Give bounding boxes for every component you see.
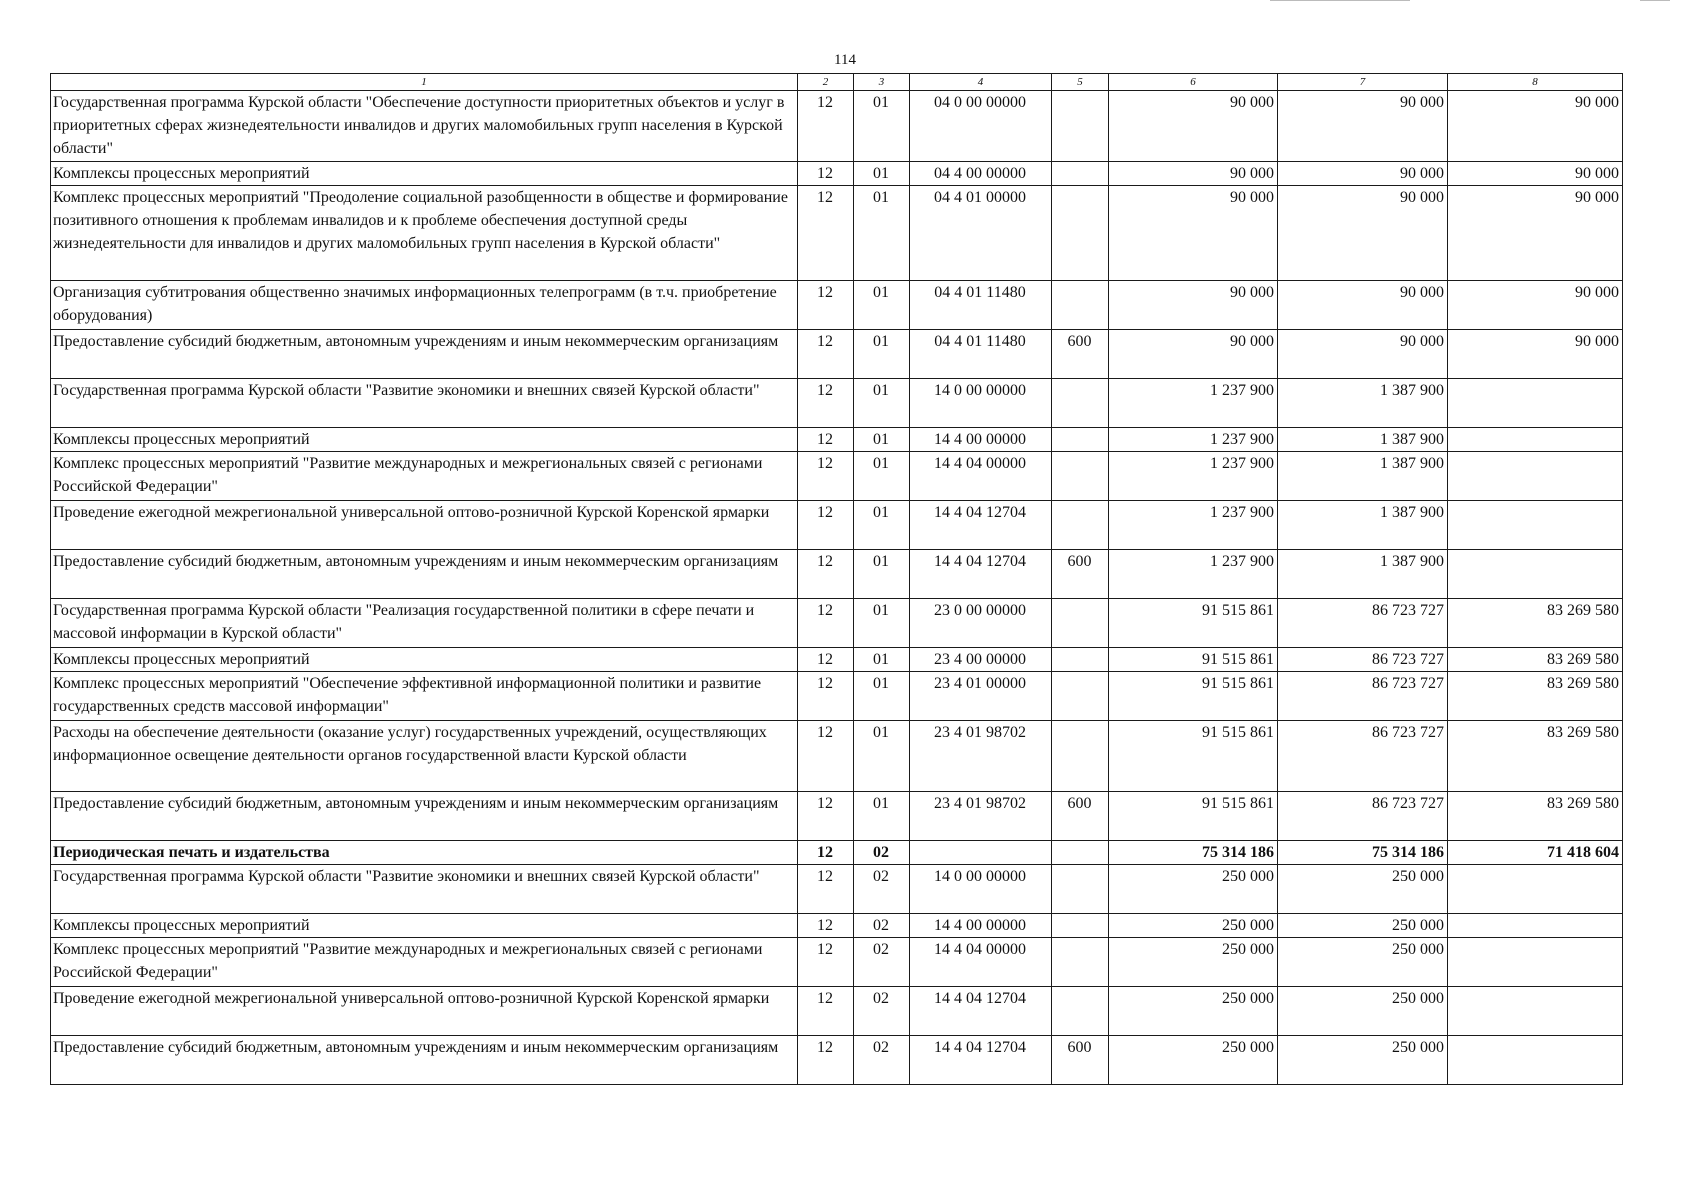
amount-year-2: 90 000: [1278, 281, 1448, 330]
amount-year-3: 83 269 580: [1448, 792, 1623, 841]
row-name: Комплекс процессных мероприятий "Преодоление социальной разобщенности в обществе и формирование позитивного отношения к проблемам инвалидов и к проблеме обеспечения доступной среды жизнедеятельности для инвалидов и других маломобильных групп населения в Курской области": [51, 186, 798, 281]
table-row: [51, 938, 1623, 987]
target-article-code: 14 4 04 12704: [910, 987, 1052, 1036]
subsection-code: 01: [854, 330, 910, 379]
target-article-code: 04 4 00 00000: [910, 162, 1052, 186]
amount-year-1: 1 237 900: [1109, 452, 1278, 501]
expense-type-code: [1052, 162, 1109, 186]
row-name: Комплексы процессных мероприятий: [51, 428, 798, 452]
amount-year-2: 86 723 727: [1278, 648, 1448, 672]
amount-year-2: 1 387 900: [1278, 452, 1448, 501]
table-row: [51, 841, 1623, 865]
expense-type-code: [1052, 987, 1109, 1036]
row-name: Предоставление субсидий бюджетным, автономным учреждениям и иным некоммерческим организациям: [51, 550, 798, 599]
amount-year-1: 1 237 900: [1109, 501, 1278, 550]
section-code: 12: [798, 987, 854, 1036]
amount-year-3: 71 418 604: [1448, 841, 1623, 865]
amount-year-1: 250 000: [1109, 1036, 1278, 1085]
expense-type-code: [1052, 452, 1109, 501]
expense-type-code: [1052, 914, 1109, 938]
subsection-code: 01: [854, 501, 910, 550]
table-row: [51, 452, 1623, 501]
amount-year-2: 250 000: [1278, 1036, 1448, 1085]
table-row: [51, 672, 1623, 721]
row-name: Периодическая печать и издательства: [51, 841, 798, 865]
section-code: 12: [798, 648, 854, 672]
amount-year-3: 90 000: [1448, 186, 1623, 281]
amount-year-2: 90 000: [1278, 330, 1448, 379]
amount-year-2: 1 387 900: [1278, 501, 1448, 550]
section-code: 12: [798, 914, 854, 938]
target-article-code: [910, 841, 1052, 865]
amount-year-3: 83 269 580: [1448, 721, 1623, 792]
section-code: 12: [798, 452, 854, 501]
table-row: [51, 162, 1623, 186]
row-name: Государственная программа Курской области "Обеспечение доступности приоритетных объектов и услуг в приоритетных сферах жизнедеятельности инвалидов и других маломобильных групп населения в Курской области": [51, 91, 798, 162]
target-article-code: 14 0 00 00000: [910, 379, 1052, 428]
amount-year-1: 90 000: [1109, 330, 1278, 379]
expense-type-code: [1052, 186, 1109, 281]
row-name: Проведение ежегодной межрегиональной универсальной оптово-розничной Курской Коренской ярмарки: [51, 501, 798, 550]
table-row: [51, 865, 1623, 914]
subsection-code: 01: [854, 281, 910, 330]
target-article-code: 14 0 00 00000: [910, 865, 1052, 914]
expense-type-code: 600: [1052, 1036, 1109, 1085]
section-code: 12: [798, 91, 854, 162]
row-name: Комплексы процессных мероприятий: [51, 648, 798, 672]
table-body: [51, 91, 1623, 1085]
row-name: Государственная программа Курской области "Развитие экономики и внешних связей Курской области": [51, 865, 798, 914]
row-name: Государственная программа Курской области "Развитие экономики и внешних связей Курской области": [51, 379, 798, 428]
row-name: Комплексы процессных мероприятий: [51, 162, 798, 186]
table-row: [51, 501, 1623, 550]
expense-type-code: [1052, 841, 1109, 865]
target-article-code: 04 4 01 00000: [910, 186, 1052, 281]
section-code: 12: [798, 162, 854, 186]
target-article-code: 23 4 01 98702: [910, 721, 1052, 792]
amount-year-2: 75 314 186: [1278, 841, 1448, 865]
subsection-code: 01: [854, 428, 910, 452]
amount-year-3: 90 000: [1448, 162, 1623, 186]
amount-year-2: 1 387 900: [1278, 550, 1448, 599]
target-article-code: 14 4 04 00000: [910, 938, 1052, 987]
subsection-code: 02: [854, 914, 910, 938]
target-article-code: 23 0 00 00000: [910, 599, 1052, 648]
subsection-code: 02: [854, 1036, 910, 1085]
subsection-code: 01: [854, 452, 910, 501]
amount-year-3: [1448, 1036, 1623, 1085]
table-row: [51, 599, 1623, 648]
budget-table: [50, 73, 1623, 1085]
amount-year-2: 90 000: [1278, 186, 1448, 281]
column-number: 6: [1109, 74, 1278, 91]
subsection-code: 02: [854, 865, 910, 914]
target-article-code: 14 4 04 00000: [910, 452, 1052, 501]
amount-year-2: 1 387 900: [1278, 428, 1448, 452]
amount-year-1: 91 515 861: [1109, 792, 1278, 841]
table-row: [51, 914, 1623, 938]
section-code: 12: [798, 281, 854, 330]
expense-type-code: [1052, 91, 1109, 162]
subsection-code: 01: [854, 672, 910, 721]
table-row: [51, 792, 1623, 841]
section-code: 12: [798, 792, 854, 841]
table-row: [51, 550, 1623, 599]
column-number: 2: [798, 74, 854, 91]
subsection-code: 01: [854, 721, 910, 792]
target-article-code: 14 4 04 12704: [910, 550, 1052, 599]
subsection-code: 01: [854, 162, 910, 186]
expense-type-code: 600: [1052, 550, 1109, 599]
table-row: [51, 721, 1623, 792]
amount-year-3: 83 269 580: [1448, 648, 1623, 672]
table-row: [51, 91, 1623, 162]
expense-type-code: [1052, 721, 1109, 792]
subsection-code: 02: [854, 841, 910, 865]
section-code: 12: [798, 938, 854, 987]
amount-year-2: 1 387 900: [1278, 379, 1448, 428]
table-row: [51, 379, 1623, 428]
amount-year-1: 91 515 861: [1109, 648, 1278, 672]
section-code: 12: [798, 379, 854, 428]
amount-year-1: 90 000: [1109, 162, 1278, 186]
amount-year-1: 75 314 186: [1109, 841, 1278, 865]
subsection-code: 01: [854, 186, 910, 281]
amount-year-1: 250 000: [1109, 914, 1278, 938]
amount-year-3: [1448, 428, 1623, 452]
amount-year-3: 90 000: [1448, 330, 1623, 379]
section-code: 12: [798, 550, 854, 599]
column-number: 5: [1052, 74, 1109, 91]
row-name: Предоставление субсидий бюджетным, автономным учреждениям и иным некоммерческим организациям: [51, 1036, 798, 1085]
subsection-code: 01: [854, 792, 910, 841]
amount-year-1: 250 000: [1109, 865, 1278, 914]
target-article-code: 23 4 00 00000: [910, 648, 1052, 672]
section-code: 12: [798, 672, 854, 721]
expense-type-code: 600: [1052, 330, 1109, 379]
section-code: 12: [798, 186, 854, 281]
table-row: [51, 1036, 1623, 1085]
subsection-code: 02: [854, 938, 910, 987]
amount-year-1: 1 237 900: [1109, 428, 1278, 452]
amount-year-3: 90 000: [1448, 281, 1623, 330]
row-name: Организация субтитрования общественно значимых информационных телепрограмм (в т.ч. приобретение оборудования): [51, 281, 798, 330]
row-name: Предоставление субсидий бюджетным, автономным учреждениям и иным некоммерческим организациям: [51, 792, 798, 841]
section-code: 12: [798, 330, 854, 379]
target-article-code: 14 4 00 00000: [910, 428, 1052, 452]
table-row: [51, 428, 1623, 452]
target-article-code: 23 4 01 00000: [910, 672, 1052, 721]
section-code: 12: [798, 501, 854, 550]
target-article-code: 14 4 04 12704: [910, 1036, 1052, 1085]
amount-year-2: 86 723 727: [1278, 672, 1448, 721]
amount-year-1: 1 237 900: [1109, 379, 1278, 428]
amount-year-2: 86 723 727: [1278, 792, 1448, 841]
subsection-code: 02: [854, 987, 910, 1036]
amount-year-3: 83 269 580: [1448, 599, 1623, 648]
row-name: Предоставление субсидий бюджетным, автономным учреждениям и иным некоммерческим организациям: [51, 330, 798, 379]
table-row: [51, 987, 1623, 1036]
amount-year-2: 250 000: [1278, 914, 1448, 938]
column-number: 4: [910, 74, 1052, 91]
expense-type-code: [1052, 865, 1109, 914]
amount-year-3: 90 000: [1448, 91, 1623, 162]
expense-type-code: [1052, 281, 1109, 330]
column-number: 8: [1448, 74, 1623, 91]
expense-type-code: 600: [1052, 792, 1109, 841]
expense-type-code: [1052, 428, 1109, 452]
row-name: Проведение ежегодной межрегиональной универсальной оптово-розничной Курской Коренской ярмарки: [51, 987, 798, 1036]
expense-type-code: [1052, 379, 1109, 428]
amount-year-3: [1448, 914, 1623, 938]
subsection-code: 01: [854, 550, 910, 599]
target-article-code: 23 4 01 98702: [910, 792, 1052, 841]
column-number: 7: [1278, 74, 1448, 91]
amount-year-3: [1448, 865, 1623, 914]
subsection-code: 01: [854, 91, 910, 162]
table-row: [51, 648, 1623, 672]
amount-year-2: 90 000: [1278, 91, 1448, 162]
target-article-code: 04 0 00 00000: [910, 91, 1052, 162]
section-code: 12: [798, 721, 854, 792]
amount-year-2: 250 000: [1278, 938, 1448, 987]
amount-year-3: [1448, 379, 1623, 428]
section-code: 12: [798, 865, 854, 914]
amount-year-2: 250 000: [1278, 987, 1448, 1036]
amount-year-1: 91 515 861: [1109, 599, 1278, 648]
section-code: 12: [798, 1036, 854, 1085]
target-article-code: 14 4 04 12704: [910, 501, 1052, 550]
row-name: Государственная программа Курской области "Реализация государственной политики в сфере печати и массовой информации в Курской области": [51, 599, 798, 648]
amount-year-3: [1448, 501, 1623, 550]
amount-year-1: 90 000: [1109, 186, 1278, 281]
subsection-code: 01: [854, 648, 910, 672]
subsection-code: 01: [854, 599, 910, 648]
column-number: 3: [854, 74, 910, 91]
amount-year-2: 90 000: [1278, 162, 1448, 186]
expense-type-code: [1052, 501, 1109, 550]
section-code: 12: [798, 428, 854, 452]
table-row: [51, 186, 1623, 281]
table-row: [51, 281, 1623, 330]
amount-year-1: 250 000: [1109, 987, 1278, 1036]
target-article-code: 04 4 01 11480: [910, 330, 1052, 379]
page-number: 114: [834, 52, 856, 68]
amount-year-3: [1448, 938, 1623, 987]
expense-type-code: [1052, 648, 1109, 672]
target-article-code: 14 4 00 00000: [910, 914, 1052, 938]
target-article-code: 04 4 01 11480: [910, 281, 1052, 330]
section-code: 12: [798, 599, 854, 648]
row-name: Расходы на обеспечение деятельности (оказание услуг) государственных учреждений, осуществляющих информационное освещение деятельности органов государственной власти Курской области: [51, 721, 798, 792]
column-number: 1: [51, 74, 798, 91]
expense-type-code: [1052, 599, 1109, 648]
amount-year-2: 86 723 727: [1278, 599, 1448, 648]
row-name: Комплекс процессных мероприятий "Развитие международных и межрегиональных связей с регионами Российской Федерации": [51, 938, 798, 987]
amount-year-3: [1448, 987, 1623, 1036]
amount-year-1: 250 000: [1109, 938, 1278, 987]
amount-year-1: 91 515 861: [1109, 721, 1278, 792]
column-number-row: [51, 74, 1623, 91]
amount-year-1: 90 000: [1109, 91, 1278, 162]
amount-year-3: [1448, 452, 1623, 501]
amount-year-1: 91 515 861: [1109, 672, 1278, 721]
amount-year-2: 86 723 727: [1278, 721, 1448, 792]
row-name: Комплекс процессных мероприятий "Развитие международных и межрегиональных связей с регионами Российской Федерации": [51, 452, 798, 501]
amount-year-1: 1 237 900: [1109, 550, 1278, 599]
subsection-code: 01: [854, 379, 910, 428]
expense-type-code: [1052, 938, 1109, 987]
row-name: Комплексы процессных мероприятий: [51, 914, 798, 938]
amount-year-3: [1448, 550, 1623, 599]
table-row: [51, 330, 1623, 379]
amount-year-2: 250 000: [1278, 865, 1448, 914]
section-code: 12: [798, 841, 854, 865]
expense-type-code: [1052, 672, 1109, 721]
row-name: Комплекс процессных мероприятий "Обеспечение эффективной информационной политики и развитие государственных средств массовой информации": [51, 672, 798, 721]
amount-year-3: 83 269 580: [1448, 672, 1623, 721]
amount-year-1: 90 000: [1109, 281, 1278, 330]
